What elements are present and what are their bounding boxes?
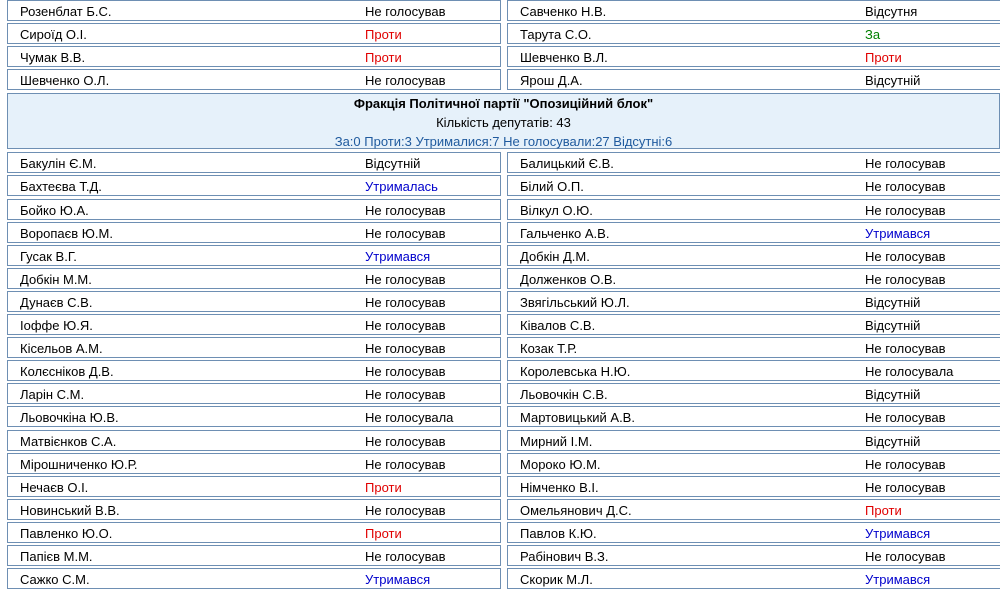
deputy-name: Ківалов С.В.: [520, 318, 596, 334]
deputy-name: Новинський В.В.: [20, 502, 120, 518]
deputy-cell-left: [7, 314, 501, 335]
deputy-cell-left: [7, 222, 501, 243]
vote-result: Проти: [865, 502, 902, 518]
vote-result: Не голосував: [365, 364, 446, 380]
deputy-cell-right: [507, 175, 1000, 196]
vote-result: За: [865, 27, 881, 43]
table-row: [7, 498, 1000, 521]
vote-result: Утримався: [365, 572, 431, 588]
deputy-cell-left: [7, 383, 501, 404]
deputy-name: Павленко Ю.О.: [20, 525, 113, 541]
vote-result: Не голосував: [365, 341, 446, 357]
faction-rows: [7, 151, 1000, 590]
deputy-cell-left: [7, 476, 501, 497]
deputy-cell-left: [7, 499, 501, 520]
deputy-name: Кісельов А.М.: [20, 341, 103, 357]
deputy-name: Льовочкіна Ю.В.: [20, 410, 119, 426]
vote-result: Утримався: [865, 225, 931, 241]
table-row: [7, 244, 1000, 267]
table-row: [7, 267, 1000, 290]
table-row: [7, 22, 1000, 45]
table-row: [7, 45, 1000, 68]
deputy-cell-right: [507, 337, 1000, 358]
vote-result: Не голосував: [865, 202, 946, 218]
deputy-name: Бойко Ю.А.: [20, 202, 89, 218]
deputy-name: Звягільський Ю.Л.: [520, 294, 630, 310]
deputy-cell-left: [7, 175, 501, 196]
deputy-cell-left: [7, 545, 501, 566]
deputy-cell-left: [7, 245, 501, 266]
deputy-name: Королевська Н.Ю.: [520, 364, 631, 380]
faction-title: Фракція Політичної партії "Опозиційний блок": [353, 96, 654, 112]
vote-result: Відсутній: [865, 387, 921, 403]
faction-deputy-count: Кількість депутатів: 43: [436, 115, 571, 131]
table-row: [7, 174, 1000, 197]
deputy-name: Скорик М.Л.: [520, 572, 593, 588]
deputy-cell-right: [507, 46, 1000, 67]
deputy-name: Бакулін Є.М.: [20, 156, 97, 172]
table-row: [7, 429, 1000, 452]
deputy-name: Гальченко А.В.: [520, 225, 610, 241]
deputy-name: Павлов К.Ю.: [520, 525, 597, 541]
vote-result: Відсутній: [865, 73, 921, 89]
deputy-name: Добкін М.М.: [20, 271, 92, 287]
deputy-name: Козак Т.Р.: [520, 341, 578, 357]
vote-result: Не голосувала: [865, 364, 954, 380]
table-row: [7, 336, 1000, 359]
vote-result: Не голосував: [365, 4, 446, 19]
vote-result: Утримався: [365, 248, 431, 264]
table-row: [7, 290, 1000, 313]
table-row: [7, 475, 1000, 498]
vote-result: Не голосував: [865, 179, 946, 195]
deputy-name: Чумак В.В.: [20, 50, 86, 66]
vote-result: Проти: [365, 27, 402, 43]
deputy-name: Шевченко В.Л.: [520, 50, 608, 66]
deputy-name: Сажко С.М.: [20, 572, 90, 588]
deputy-name: Колєсніков Д.В.: [20, 364, 114, 380]
deputy-cell-right: [507, 152, 1000, 173]
deputy-name: Балицький Є.В.: [520, 156, 614, 172]
deputy-cell-left: [7, 360, 501, 381]
deputy-cell-left: [7, 268, 501, 289]
vote-result: Не голосував: [365, 433, 446, 449]
deputy-name: Шевченко О.Л.: [20, 73, 110, 89]
deputy-name: Гусак В.Г.: [20, 248, 77, 264]
table-row: [7, 405, 1000, 428]
deputy-name: Сироїд О.І.: [20, 27, 87, 43]
deputy-name: Мірошниченко Ю.Р.: [20, 456, 138, 472]
deputy-name: Білий О.П.: [520, 179, 584, 195]
vote-result: Не голосував: [365, 202, 446, 218]
deputy-name: Савченко Н.В.: [520, 4, 607, 19]
deputy-name: Мороко Ю.М.: [520, 456, 601, 472]
deputy-name: Омельянович Д.С.: [520, 502, 632, 518]
deputy-cell-left: [7, 406, 501, 427]
deputy-cell-left: [7, 568, 501, 589]
faction-vote-summary: За:0 Проти:3 Утрималися:7 Не голосували:27 Відсутні:6: [334, 134, 673, 150]
deputy-cell-right: [507, 199, 1000, 220]
deputy-cell-right: [507, 453, 1000, 474]
deputy-cell-right: [507, 499, 1000, 520]
table-row: [7, 151, 1000, 174]
deputy-name: Іоффе Ю.Я.: [20, 318, 93, 334]
deputy-name: Бахтеєва Т.Д.: [20, 179, 102, 195]
vote-result: Не голосував: [365, 387, 446, 403]
deputy-cell-left: [7, 0, 501, 21]
vote-result: Не голосував: [365, 73, 446, 89]
deputy-cell-right: [507, 383, 1000, 404]
vote-result: Не голосував: [365, 271, 446, 287]
vote-result: Не голосував: [865, 410, 946, 426]
deputy-name: Папієв М.М.: [20, 548, 93, 564]
deputy-name: Німченко В.І.: [520, 479, 599, 495]
deputy-cell-right: [507, 0, 1000, 21]
vote-result: Не голосував: [865, 479, 946, 495]
vote-result: Не голосував: [865, 341, 946, 357]
deputy-name: Ярош Д.А.: [520, 73, 583, 89]
table-row: [7, 521, 1000, 544]
deputy-cell-right: [507, 360, 1000, 381]
deputy-cell-right: [507, 291, 1000, 312]
deputy-cell-right: [507, 314, 1000, 335]
deputy-cell-right: [507, 476, 1000, 497]
deputy-cell-right: [507, 245, 1000, 266]
vote-result: Не голосував: [365, 294, 446, 310]
deputy-name: Льовочкін С.В.: [520, 387, 608, 403]
vote-result: Не голосувала: [365, 410, 454, 426]
table-row: [7, 452, 1000, 475]
deputy-cell-right: [507, 522, 1000, 543]
vote-result: Не голосував: [865, 271, 946, 287]
deputy-cell-right: [507, 406, 1000, 427]
deputy-cell-left: [7, 69, 501, 90]
top-rows: [7, 0, 1000, 91]
faction-header: [7, 93, 1000, 149]
vote-result: Не голосував: [365, 548, 446, 564]
deputy-cell-left: [7, 430, 501, 451]
deputy-cell-left: [7, 23, 501, 44]
deputy-cell-right: [507, 69, 1000, 90]
deputy-name: Тарута С.О.: [520, 27, 592, 43]
deputy-cell-left: [7, 522, 501, 543]
vote-result: Утрималась: [365, 179, 438, 195]
vote-result: Утримався: [865, 572, 931, 588]
deputy-name: Дунаєв С.В.: [20, 294, 93, 310]
deputy-cell-left: [7, 152, 501, 173]
vote-result: Не голосував: [365, 502, 446, 518]
deputy-name: Вілкул О.Ю.: [520, 202, 593, 218]
table-row: [7, 567, 1000, 590]
vote-result: Проти: [365, 50, 402, 66]
vote-result: Не голосував: [365, 456, 446, 472]
deputy-cell-right: [507, 430, 1000, 451]
deputy-cell-right: [507, 568, 1000, 589]
deputy-name: Добкін Д.М.: [520, 248, 590, 264]
table-row: [7, 382, 1000, 405]
vote-result: Не голосував: [365, 318, 446, 334]
vote-result: Не голосував: [865, 548, 946, 564]
deputy-cell-right: [507, 268, 1000, 289]
table-row: [7, 198, 1000, 221]
deputy-cell-left: [7, 453, 501, 474]
vote-result: Не голосував: [365, 225, 446, 241]
vote-result: Відсутній: [865, 318, 921, 334]
deputy-name: Мартовицький А.В.: [520, 410, 635, 426]
vote-result: Проти: [365, 479, 402, 495]
vote-result: Утримався: [865, 525, 931, 541]
deputy-cell-left: [7, 291, 501, 312]
vote-result: Проти: [365, 525, 402, 541]
deputy-name: Воропаєв Ю.М.: [20, 225, 113, 241]
vote-result: Не голосував: [865, 248, 946, 264]
vote-results-table: [7, 0, 1000, 590]
vote-result: Відсутня: [865, 4, 918, 19]
deputy-cell-left: [7, 199, 501, 220]
deputy-name: Матвієнков С.А.: [20, 433, 117, 449]
deputy-cell-right: [507, 222, 1000, 243]
deputy-name: Рабінович В.З.: [520, 548, 609, 564]
table-row: [7, 313, 1000, 336]
vote-result: Відсутній: [865, 433, 921, 449]
deputy-cell-right: [507, 23, 1000, 44]
table-row: [7, 359, 1000, 382]
deputy-name: Мирний І.М.: [520, 433, 593, 449]
vote-result: Відсутній: [865, 294, 921, 310]
table-row: [7, 68, 1000, 91]
deputy-name: Ларін С.М.: [20, 387, 85, 403]
vote-result: Не голосував: [865, 456, 946, 472]
deputy-cell-left: [7, 46, 501, 67]
vote-result: Не голосував: [865, 156, 946, 172]
deputy-cell-left: [7, 337, 501, 358]
deputy-name: Долженков О.В.: [520, 271, 617, 287]
deputy-name: Нечаєв О.І.: [20, 479, 89, 495]
deputy-name: Розенблат Б.С.: [20, 4, 112, 19]
deputy-cell-right: [507, 545, 1000, 566]
vote-result: Відсутній: [365, 156, 421, 172]
table-row: [7, 221, 1000, 244]
table-row: [7, 544, 1000, 567]
vote-result: Проти: [865, 50, 902, 66]
table-row: [7, 0, 1000, 22]
